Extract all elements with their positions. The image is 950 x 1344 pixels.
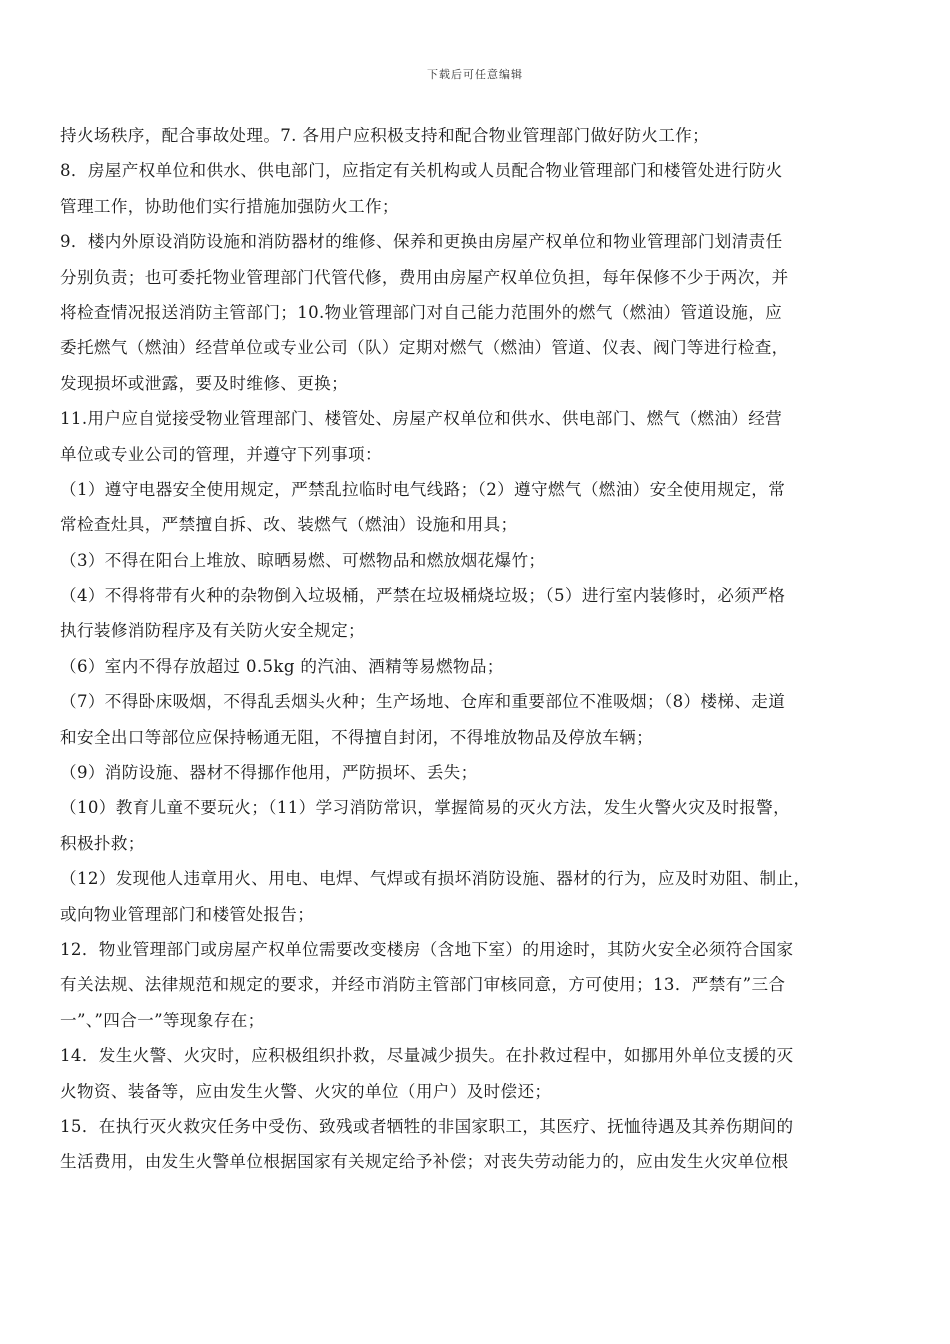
text-line: 单位或专业公司的管理，并遵守下列事项： [60,444,382,464]
text-line: 发现损坏或泄露，要及时维修、更换； [60,373,349,393]
text-line: 15．在执行灭火救灾任务中受伤、致残或者牺牲的非国家职工，其医疗、抚恤待遇及其养伤期间的 [60,1116,794,1136]
text-line: （10）教育儿童不要玩火；（11）学习消防常识，掌握简易的灭火方法，发生火警火灾及时报警， [60,798,791,818]
text-line: 11.用户应自觉接受物业管理部门、楼管处、房屋产权单位和供水、供电部门、燃气（燃油）经营 [60,409,783,429]
page-header: 下载后可任意编辑 [427,68,523,81]
text-line: （3）不得在阳台上堆放、晾晒易燃、可燃物品和燃放烟花爆竹； [60,550,546,570]
text-line: 执行装修消防程序及有关防火安全规定； [60,621,365,641]
text-line: 积极扑救； [60,833,145,853]
text-line: 生活费用，由发生火警单位根据国家有关规定给予补偿；对丧失劳动能力的，应由发生火灾单位根 [60,1152,789,1172]
text-line: （7）不得卧床吸烟，不得乱丢烟头火种；生产场地、仓库和重要部位不准吸烟；（8）楼梯、走道 [60,692,786,712]
text-line: （6）室内不得存放超过 0.5kg 的汽油、酒精等易燃物品； [60,656,504,676]
text-line: 9．楼内外原设消防设施和消防器材的维修、保养和更换由房屋产权单位和物业管理部门划清责任 [60,232,783,252]
text-line: 火物资、装备等，应由发生火警、火灾的单位（用户）及时偿还； [60,1081,552,1101]
text-line: 常检查灶具，严禁擅自拆、改、装燃气（燃油）设施和用具； [60,515,518,535]
text-line: 8．房屋产权单位和供水、供电部门，应指定有关机构或人员配合物业管理部门和楼管处进行防火 [60,161,783,181]
text-line: 一”、”四合一”等现象存在； [60,1010,265,1030]
text-line: 12．物业管理部门或房屋产权单位需要改变楼房（含地下室）的用途时，其防火安全必须符合国家 [60,939,794,959]
text-line: 和安全出口等部位应保持畅通无阻，不得擅自封闭，不得堆放物品及停放车辆； [60,727,654,747]
text-line: 14．发生火警、火灾时，应积极组织扑救，尽量减少损失。在扑救过程中，如挪用外单位支援的灭 [60,1046,794,1066]
text-line: 委托燃气（燃油）经营单位或专业公司（队）定期对燃气（燃油）管道、仪表、阀门等进行检查， [60,338,789,358]
text-line: 管理工作，协助他们实行措施加强防火工作； [60,196,399,216]
text-line: 将检查情况报送消防主管部门；10.物业管理部门对自己能力范围外的燃气（燃油）管道设施，应 [60,302,783,322]
text-line: （9）消防设施、器材不得挪作他用，严防损坏、丢失； [60,763,478,783]
document-body [60,118,890,1180]
text-line: （12）发现他人违章用火、用电、电焊、气焊或有损坏消防设施、器材的行为，应及时劝阻、制止， [60,869,811,889]
text-line: （1）遵守电器安全使用规定，严禁乱拉临时电气线路；（2）遵守燃气（燃油）安全使用规定，常 [60,479,786,499]
text-line: （4）不得将带有火种的杂物倒入垃圾桶，严禁在垃圾桶烧垃圾；（5）进行室内装修时，必须严格 [60,586,786,606]
text-line: 分别负责；也可委托物业管理部门代管代修，费用由房屋产权单位负担，每年保修不少于两次，并 [60,267,789,287]
text-line: 有关法规、法律规范和规定的要求，并经市消防主管部门审核同意，方可使用；13．严禁有”三合 [60,975,786,995]
text-line: 持火场秩序，配合事故处理。7. 各用户应积极支持和配合物业管理部门做好防火工作； [60,126,710,145]
text-line: 或向物业管理部门和楼管处报告； [60,904,315,924]
